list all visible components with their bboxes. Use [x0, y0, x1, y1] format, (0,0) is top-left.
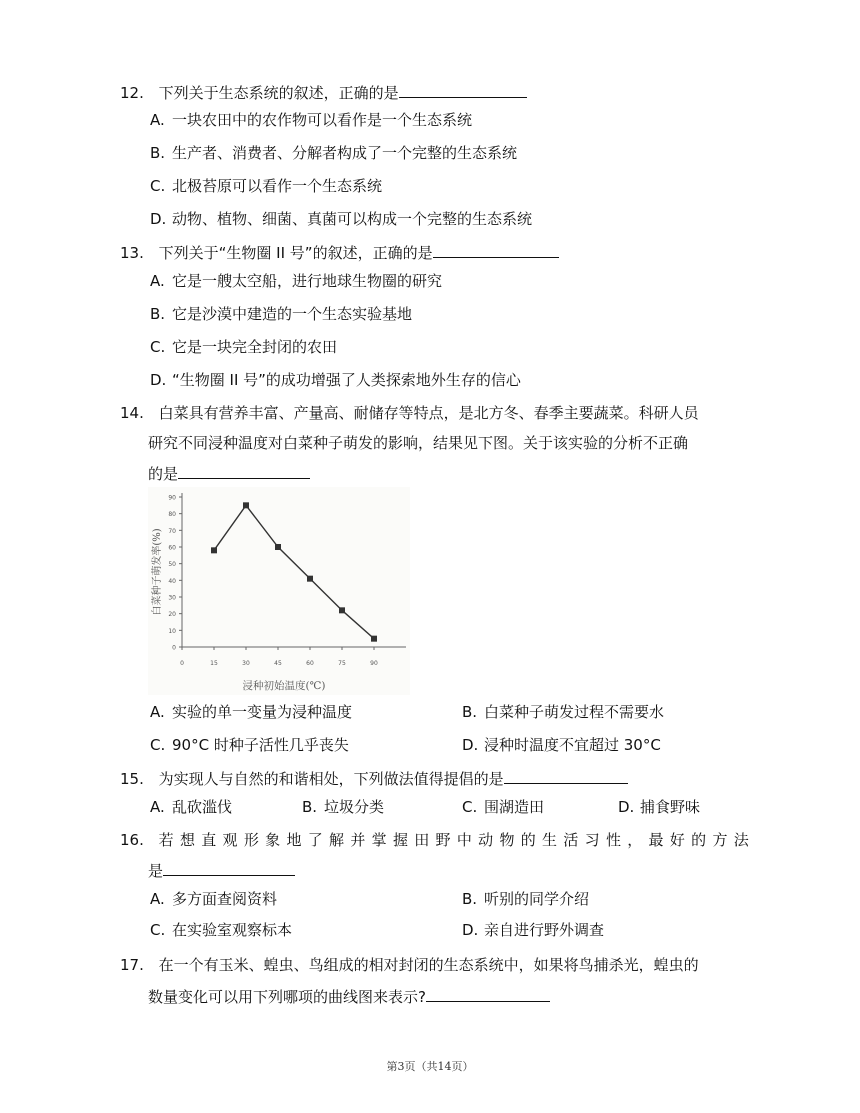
- question-text-line: [148, 860, 295, 881]
- question-text: 数量变化可以用下列哪项的曲线图来表示?: [148, 988, 426, 1006]
- question-text: 白菜具有营养丰富、产量高、耐储存等特点，是北方冬、春季主要蔬菜。科研人员: [158, 404, 699, 422]
- y-axis-label: 白菜种子萌发率(%): [152, 528, 163, 616]
- option-text: 浸种时温度不宜超过 30°C: [484, 736, 661, 754]
- option-text: 听别的同学介绍: [484, 890, 590, 908]
- option-c[interactable]: [150, 337, 337, 357]
- chart-svg: [148, 487, 410, 695]
- option-label: A.: [150, 798, 165, 816]
- y-tick-label: 50: [168, 561, 176, 569]
- option-a[interactable]: [150, 110, 472, 130]
- option-label: A.: [150, 111, 165, 129]
- option-label: B.: [150, 144, 166, 162]
- option-label: B.: [302, 798, 318, 816]
- option-text: 捕食野味: [640, 798, 701, 816]
- x-tick-label: 45: [274, 660, 282, 667]
- option-b[interactable]: [462, 702, 664, 722]
- option-text: 在实验室观察标本: [172, 921, 293, 939]
- option-label: B.: [462, 890, 478, 908]
- option-b[interactable]: [150, 304, 412, 324]
- question-text-line: [148, 986, 550, 1007]
- y-tick-label: 70: [168, 527, 176, 535]
- answer-blank[interactable]: [399, 82, 527, 98]
- data-point: [275, 544, 281, 550]
- y-tick-label: 0: [172, 644, 176, 652]
- germination-rate-chart: [148, 487, 410, 695]
- y-tick-label: 80: [168, 511, 176, 519]
- y-tick-label: 60: [168, 544, 176, 552]
- question-number: 13.: [120, 244, 144, 262]
- question-17-stem: [120, 955, 699, 975]
- option-text: 实验的单一变量为浸种温度: [172, 703, 353, 721]
- option-label: D.: [462, 921, 479, 939]
- option-d[interactable]: [150, 370, 521, 390]
- option-text: 90°C 时种子活性几乎丧失: [172, 736, 349, 754]
- option-c[interactable]: [462, 797, 544, 817]
- option-text: 它是沙漠中建造的一个生态实验基地: [172, 305, 413, 323]
- option-c[interactable]: [150, 920, 292, 940]
- answer-blank[interactable]: [504, 768, 628, 784]
- question-number: 15.: [120, 770, 144, 788]
- option-a[interactable]: [150, 889, 277, 909]
- data-point: [211, 547, 217, 553]
- question-number: 17.: [120, 956, 144, 974]
- option-text: 生产者、消费者、分解者构成了一个完整的生态系统: [172, 144, 518, 162]
- question-text: 的是: [148, 465, 179, 483]
- option-label: C.: [150, 177, 166, 195]
- option-label: A.: [150, 703, 165, 721]
- option-label: D.: [462, 736, 479, 754]
- data-point: [339, 607, 345, 613]
- option-c[interactable]: [150, 176, 382, 196]
- option-b[interactable]: [462, 889, 589, 909]
- question-text-line: [148, 463, 310, 484]
- x-tick-label: 60: [306, 660, 314, 667]
- option-text: “生物圈 II 号”的成功增强了人类探索地外生存的信心: [172, 371, 521, 389]
- option-label: B.: [150, 305, 166, 323]
- data-point: [371, 636, 377, 642]
- data-point: [243, 502, 249, 508]
- answer-blank[interactable]: [426, 986, 550, 1002]
- y-tick-label: 40: [168, 577, 176, 585]
- question-text: 为实现人与自然的和谐相处，下列做法值得提倡的是: [158, 770, 504, 788]
- option-d[interactable]: [618, 797, 700, 817]
- y-tick-label: 20: [168, 611, 176, 619]
- option-text: 围湖造田: [484, 798, 545, 816]
- option-text: 它是一艘太空船，进行地球生物圈的研究: [172, 272, 443, 290]
- x-axis-label: 浸种初始温度(℃): [242, 680, 326, 692]
- option-text: 多方面查阅资料: [172, 890, 278, 908]
- option-text: 垃圾分类: [324, 798, 385, 816]
- option-label: D.: [150, 210, 167, 228]
- question-12-stem: [120, 82, 527, 103]
- y-tick-label: 30: [168, 594, 176, 602]
- question-text: 在一个有玉米、蝗虫、鸟组成的相对封闭的生态系统中，如果将鸟捕杀光，蝗虫的: [158, 956, 699, 974]
- answer-blank[interactable]: [178, 463, 310, 479]
- question-number: 14.: [120, 404, 144, 422]
- question-number: 12.: [120, 84, 144, 102]
- option-label: C.: [150, 338, 166, 356]
- answer-blank[interactable]: [433, 242, 559, 258]
- data-point: [307, 576, 313, 582]
- y-tick-label: 10: [168, 627, 176, 635]
- option-text: 它是一块完全封闭的农田: [172, 338, 338, 356]
- option-label: D.: [618, 798, 635, 816]
- option-a[interactable]: [150, 271, 442, 291]
- option-label: B.: [462, 703, 478, 721]
- option-label: A.: [150, 272, 165, 290]
- x-tick-label: 15: [210, 660, 218, 667]
- option-label: C.: [462, 798, 478, 816]
- option-b[interactable]: [302, 797, 384, 817]
- option-label: A.: [150, 890, 165, 908]
- question-text: 若想直观形象地了解并掌握田野中动物的生活习性，最好的方法: [158, 831, 756, 849]
- question-16-stem: [120, 830, 755, 850]
- option-text: 乱砍滥伐: [172, 798, 233, 816]
- option-a[interactable]: [150, 797, 232, 817]
- option-text: 北极苔原可以看作一个生态系统: [172, 177, 383, 195]
- option-label: D.: [150, 371, 167, 389]
- option-text: 白菜种子萌发过程不需要水: [484, 703, 665, 721]
- question-text-line: 研究不同浸种温度对白菜种子萌发的影响，结果见下图。关于该实验的分析不正确: [148, 434, 689, 452]
- x-tick-label: 30: [242, 660, 250, 667]
- option-text: 亲自进行野外调查: [484, 921, 605, 939]
- x-tick-label: 0: [180, 660, 184, 667]
- option-label: C.: [150, 736, 166, 754]
- question-14-stem: [120, 403, 699, 423]
- question-15-stem: [120, 768, 628, 789]
- option-c[interactable]: [150, 735, 349, 755]
- question-text: 下列关于“生物圈 II 号”的叙述，正确的是: [158, 244, 433, 262]
- x-tick-label: 90: [370, 660, 378, 667]
- option-d[interactable]: [150, 209, 532, 229]
- option-d[interactable]: [462, 735, 661, 755]
- question-number: 16.: [120, 831, 144, 849]
- option-d[interactable]: [462, 920, 604, 940]
- question-text: 是: [148, 862, 164, 880]
- option-text: 一块农田中的农作物可以看作是一个生态系统: [172, 111, 473, 129]
- y-tick-label: 90: [168, 494, 176, 502]
- question-text: 下列关于生态系统的叙述，正确的是: [158, 84, 399, 102]
- option-label: C.: [150, 921, 166, 939]
- question-13-stem: [120, 242, 559, 263]
- page-footer: 第3页（共14页）: [386, 1060, 474, 1073]
- option-a[interactable]: [150, 702, 352, 722]
- option-text: 动物、植物、细菌、真菌可以构成一个完整的生态系统: [172, 210, 533, 228]
- option-b[interactable]: [150, 143, 517, 163]
- answer-blank[interactable]: [163, 860, 295, 876]
- x-tick-label: 75: [338, 660, 346, 667]
